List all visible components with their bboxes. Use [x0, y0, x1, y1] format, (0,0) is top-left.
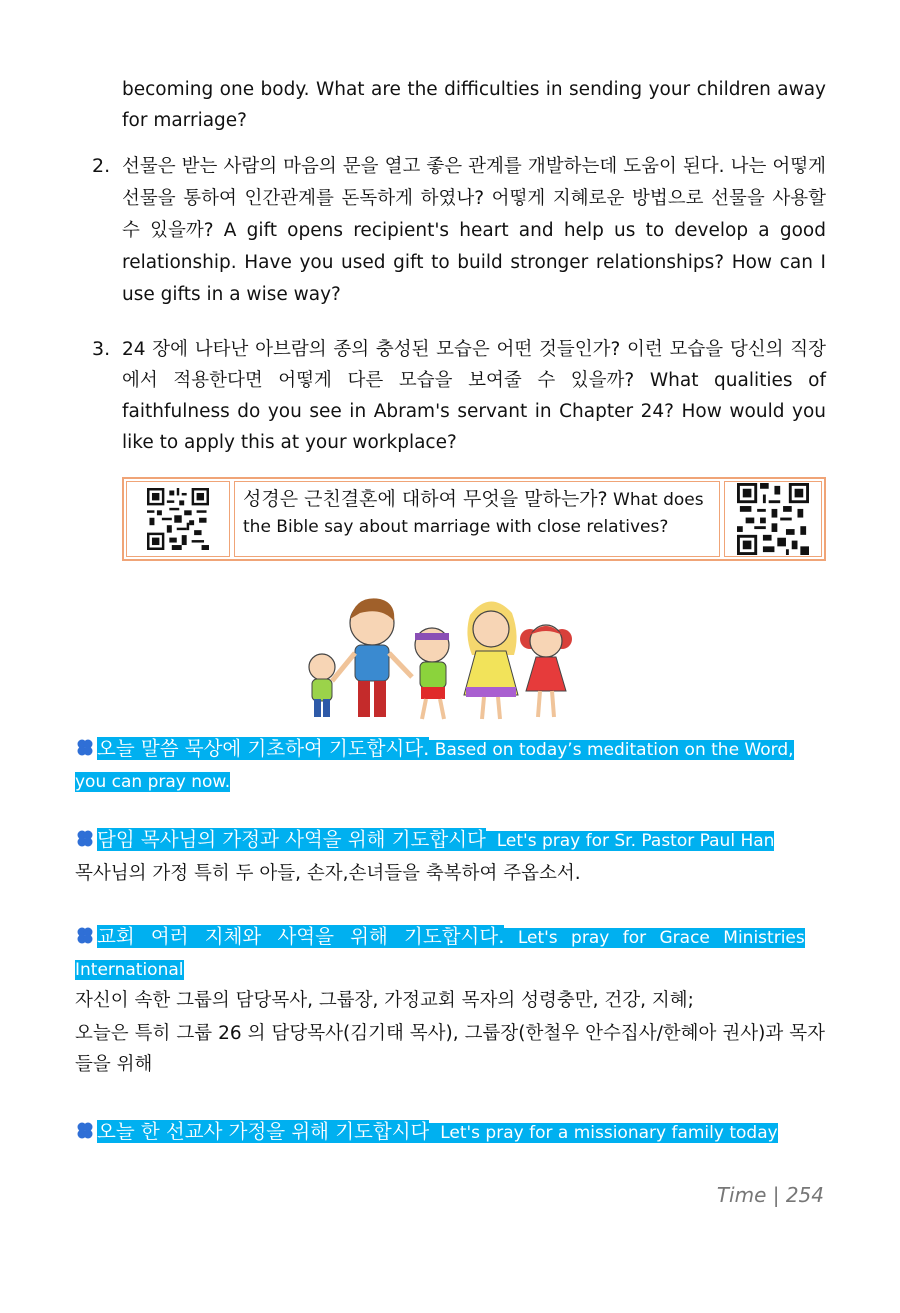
qr-question-text	[234, 481, 720, 557]
prayer-3-body-2: 오늘은 특히 그룹 26 의 담당목사(김기태 목사), 그룹장(한철우 안수집사/한혜아 권사)과 목자들을 위해	[75, 1023, 825, 1075]
clover-icon	[75, 830, 95, 848]
prayer-2-body: 목사님의 가정 특히 두 아들, 손자,손녀들을 축복하여 주옵소서.	[75, 863, 581, 884]
prayer-2-en: Let's pray for Sr. Pastor Paul Han	[496, 831, 775, 851]
qr-question-box	[122, 477, 826, 561]
mother-figure	[464, 601, 518, 719]
baby-figure	[309, 654, 335, 717]
prayer-4-ko: 오늘 한 선교사 가정을 위해 기도합시다	[97, 1120, 430, 1143]
qr-question-en: What does the Bible say about marriage with close relatives?	[243, 490, 704, 537]
qr-code-icon	[147, 488, 209, 550]
prayer-1-ko: 오늘 말씀 묵상에 기초하여 기도합시다.	[97, 737, 430, 760]
prayer-4	[75, 1116, 825, 1149]
qr-code-icon	[737, 483, 809, 555]
prayer-1-en: Based on today’s meditation on the Word, you can pray now.	[75, 740, 794, 792]
prayer-3-ko: 교회 여러 지체와 사역을 위해 기도합시다.	[97, 925, 505, 948]
father-figure	[332, 598, 412, 717]
prayer-3	[75, 921, 825, 986]
continued-paragraph: becoming one body. What are the difficulties in sending your children away for marriage?	[122, 79, 826, 131]
question-3-text: 24 장에 나타난 아브람의 종의 충성된 모습은 어떤 것들인가? 이런 모습을 당신의 직장에서 적용한다면 어떻게 다른 모습을 보여줄 수 있을까? What qualities of faithfulness do you see in Abram's servant in Chapter 24? How would you like to apply this at your workplace?	[122, 339, 826, 453]
prayer-2-ko: 담임 목사님의 가정과 사역을 위해 기도합시다	[97, 828, 486, 851]
prayer-3-body-1: 자신이 속한 그룹의 담당목사, 그룹장, 가정교회 목자의 성령충만, 건강, 지혜;	[75, 990, 694, 1011]
clover-icon	[75, 1122, 95, 1140]
prayer-2	[75, 824, 825, 857]
prayer-3-en: Let's pray for Grace Ministries International	[75, 928, 805, 980]
girl-figure	[520, 625, 572, 717]
family-illustration	[300, 595, 585, 725]
qr-code-left[interactable]	[126, 481, 230, 557]
question-2-number: 2.	[92, 155, 111, 177]
qr-question-ko: 성경은 근친결혼에 대하여 무엇을 말하는가?	[243, 488, 608, 510]
question-3-number: 3.	[92, 338, 111, 360]
question-2-text: 선물은 받는 사람의 마음의 문을 열고 좋은 관계를 개발하는데 도움이 된다. 나는 어떻게 선물을 통하여 인간관계를 돈독하게 하였나? 어떻게 지혜로운 방법으로 선물을 사용할 수 있을까? A gift opens recipient's heart and help us to develop a good relationship. Have you used gift to build stronger relationships? How can I use gifts in a wise way?	[122, 156, 826, 305]
clover-icon	[75, 927, 95, 945]
page-footer: Time | 254	[716, 1183, 824, 1207]
prayer-4-en: Let's pray for a missionary family today	[440, 1123, 778, 1143]
clover-icon	[75, 739, 95, 757]
child-figure	[415, 628, 449, 719]
prayer-1	[75, 733, 825, 798]
qr-code-right[interactable]	[724, 481, 822, 557]
